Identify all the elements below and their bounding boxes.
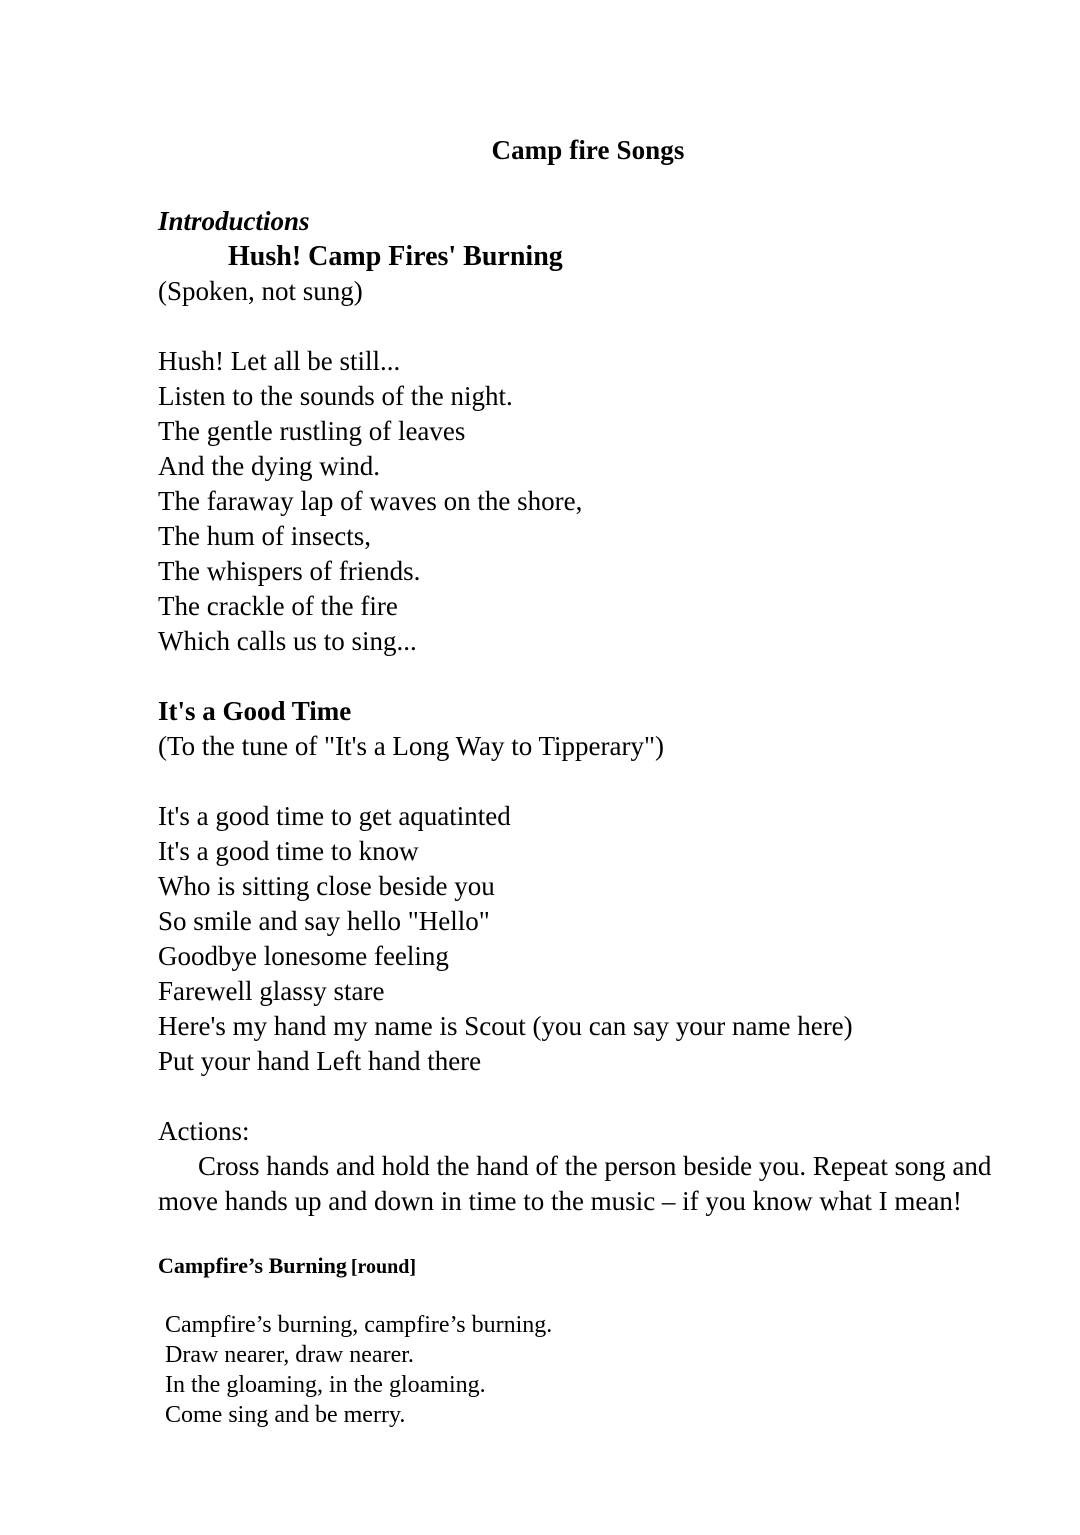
verse-line: The hum of insects, bbox=[158, 521, 371, 551]
verse-line: It's a good time to know bbox=[158, 836, 419, 866]
verse-line: It's a good time to get aquatinted bbox=[158, 801, 511, 831]
document-content bbox=[158, 0, 1018, 1430]
spacer-line bbox=[158, 764, 1018, 799]
verse-line: Listen to the sounds of the night. bbox=[158, 381, 513, 411]
verse-line: In the gloaming, in the gloaming. bbox=[165, 1372, 486, 1398]
song-heading-campfires-burning bbox=[158, 1219, 1018, 1284]
verse-line: Hush! Let all be still... bbox=[158, 346, 401, 376]
verse-line: Campfire’s burning, campfire’s burning. bbox=[165, 1312, 553, 1338]
song-heading-note: [round] bbox=[350, 1256, 417, 1278]
verse-line: The crackle of the fire bbox=[158, 591, 398, 621]
song-heading-title: Campfire’s Burning bbox=[158, 1253, 347, 1278]
actions-label: Actions: bbox=[158, 1116, 250, 1146]
verse-line: Put your hand Left hand there bbox=[158, 1046, 482, 1076]
verse-line: Here's my hand my name is Scout (you can say your name here) bbox=[158, 1011, 853, 1041]
verse-line: Goodbye lonesome feeling bbox=[158, 941, 449, 971]
song-heading-its-a-good-time: It's a Good Time bbox=[158, 696, 352, 726]
verse-its-a-good-time bbox=[158, 799, 1018, 1079]
verse-line: The faraway lap of waves on the shore, bbox=[158, 486, 583, 516]
verse-line: Come sing and be merry. bbox=[165, 1402, 406, 1428]
page-title: Camp fire Songs bbox=[491, 135, 685, 165]
song-heading-hush-camp-fires-burning: Hush! Camp Fires' Burning bbox=[228, 241, 563, 272]
song-subtitle-its-a-good-time: (To the tune of "It's a Long Way to Tipperary") bbox=[158, 731, 665, 761]
verse-line: Farewell glassy stare bbox=[158, 976, 385, 1006]
verse-line: Draw nearer, draw nearer. bbox=[165, 1342, 414, 1368]
actions-description: Cross hands and hold the hand of the person beside you. Repeat song and move hands up and down in time to the music – if you know what I mean! bbox=[158, 1151, 992, 1216]
spacer-line bbox=[158, 659, 1018, 694]
section-heading-introductions: Introductions bbox=[158, 206, 310, 236]
spacer-line bbox=[158, 1079, 1018, 1114]
verse-campfires-burning bbox=[158, 1284, 1018, 1430]
verse-line: The whispers of friends. bbox=[158, 556, 421, 586]
verse-hush-camp-fires-burning bbox=[158, 344, 1018, 659]
verse-line: The gentle rustling of leaves bbox=[158, 416, 466, 446]
verse-line: Which calls us to sing... bbox=[158, 626, 417, 656]
spacer-line bbox=[158, 309, 1018, 344]
verse-line: Who is sitting close beside you bbox=[158, 871, 495, 901]
verse-line: And the dying wind. bbox=[158, 451, 380, 481]
song-subtitle-hush: (Spoken, not sung) bbox=[158, 276, 363, 306]
verse-line: So smile and say hello "Hello" bbox=[158, 906, 490, 936]
